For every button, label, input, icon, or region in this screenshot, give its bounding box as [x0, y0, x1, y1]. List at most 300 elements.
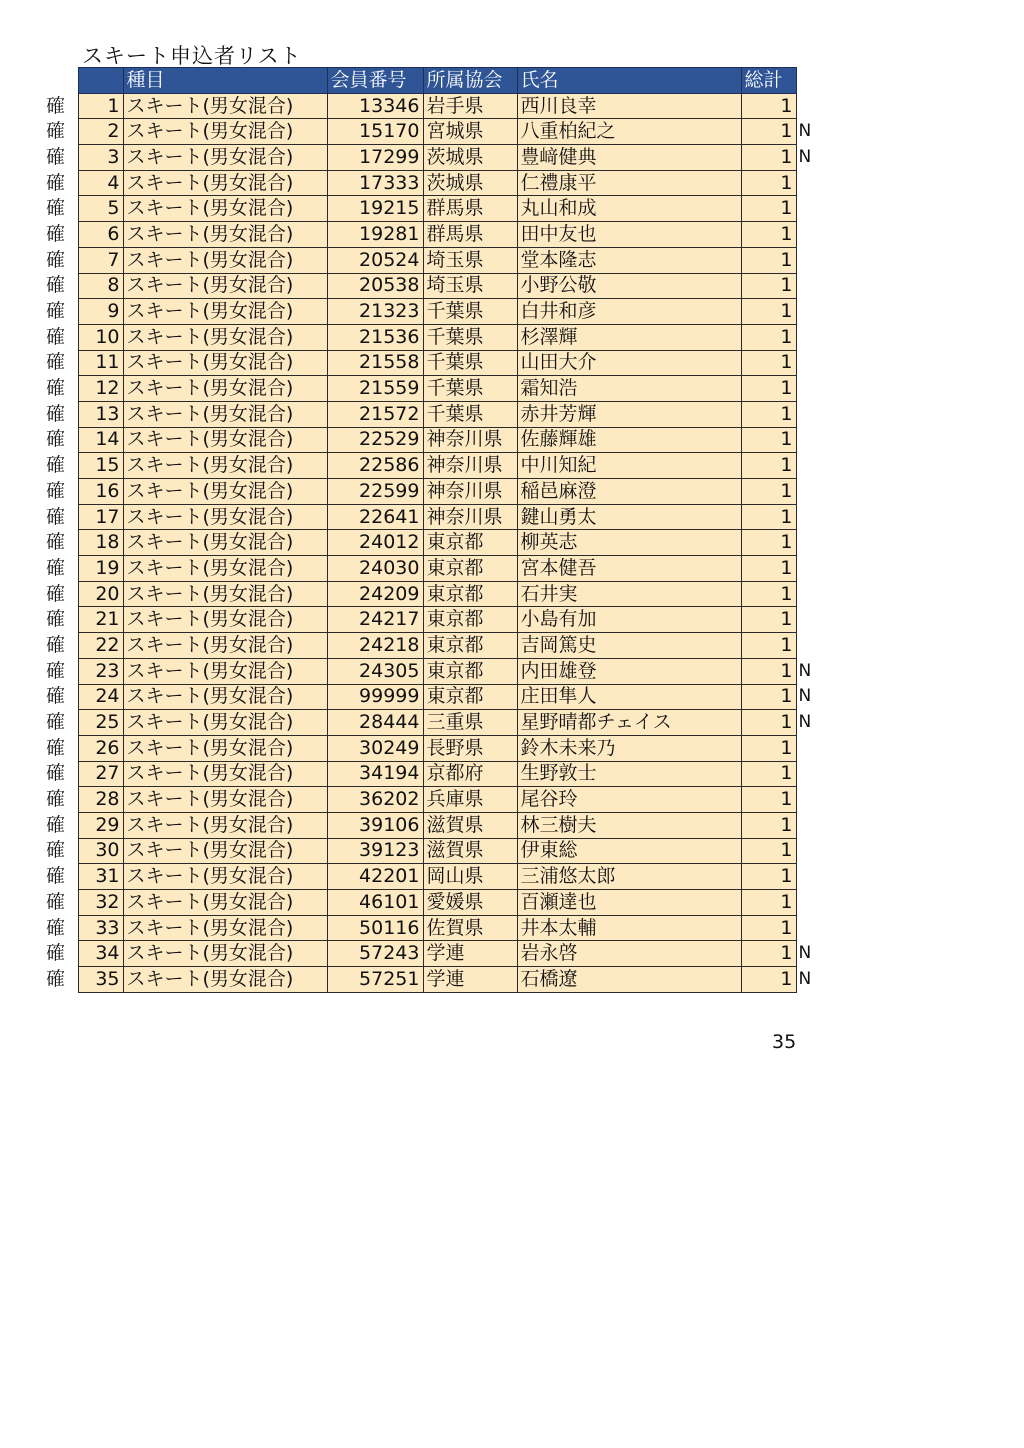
confirm-mark: 確 — [46, 633, 66, 656]
flag-cell: N — [798, 712, 812, 733]
flag-cell: N — [798, 943, 812, 964]
total-cell: 1 — [741, 93, 796, 119]
row-number: 12 — [78, 376, 123, 402]
member-no-cell: 22529 — [327, 427, 423, 453]
flag-cell — [796, 427, 818, 453]
table-row — [40, 890, 818, 916]
name-cell: 霜知浩 — [517, 376, 741, 402]
member-no-cell: 39123 — [327, 838, 423, 864]
name-cell: 吉岡篤史 — [517, 633, 741, 659]
total-cell: 1 — [741, 812, 796, 838]
total-cell: 1 — [741, 170, 796, 196]
confirm-mark: 確 — [46, 248, 66, 271]
flag-cell — [796, 735, 818, 761]
total-cell: 1 — [741, 299, 796, 325]
flag-cell — [796, 812, 818, 838]
total-cell: 1 — [741, 273, 796, 299]
association-cell: 東京都 — [423, 684, 517, 710]
event-cell: スキート(男女混合) — [123, 864, 327, 890]
table-row — [40, 607, 818, 633]
association-cell: 千葉県 — [423, 350, 517, 376]
confirm-mark: 確 — [46, 428, 66, 451]
flag-cell: N — [798, 660, 812, 681]
association-cell: 東京都 — [423, 581, 517, 607]
flag-cell: N — [798, 121, 812, 142]
confirm-mark: 確 — [46, 171, 66, 194]
row-number: 24 — [78, 684, 123, 710]
row-number: 28 — [78, 787, 123, 813]
flag-cell — [796, 556, 818, 582]
name-cell: 中川知紀 — [517, 453, 741, 479]
association-cell: 茨城県 — [423, 170, 517, 196]
name-cell: 小島有加 — [517, 607, 741, 633]
name-cell: 八重柏紀之 — [517, 119, 741, 145]
table-header-row — [40, 68, 818, 94]
member-no-cell: 15170 — [327, 119, 423, 145]
page-title: スキート申込者リスト — [82, 44, 302, 68]
flag-cell: N — [798, 968, 812, 989]
member-no-cell: 19281 — [327, 222, 423, 248]
event-cell: スキート(男女混合) — [123, 401, 327, 427]
member-no-cell: 22599 — [327, 479, 423, 505]
total-cell: 1 — [741, 350, 796, 376]
name-cell: 山田大介 — [517, 350, 741, 376]
table-row — [40, 170, 818, 196]
total-cell: 1 — [741, 324, 796, 350]
row-number: 6 — [78, 222, 123, 248]
event-cell: スキート(男女混合) — [123, 247, 327, 273]
table-row — [40, 93, 818, 119]
event-cell: スキート(男女混合) — [123, 607, 327, 633]
member-no-cell: 21559 — [327, 376, 423, 402]
header-no-blank — [78, 68, 123, 94]
flag-cell — [796, 479, 818, 505]
row-number: 11 — [78, 350, 123, 376]
member-no-cell: 19215 — [327, 196, 423, 222]
table-row — [40, 812, 818, 838]
event-cell: スキート(男女混合) — [123, 581, 327, 607]
member-no-cell: 22641 — [327, 504, 423, 530]
association-cell: 京都府 — [423, 761, 517, 787]
flag-cell — [796, 504, 818, 530]
event-cell: スキート(男女混合) — [123, 170, 327, 196]
confirm-mark: 確 — [46, 531, 66, 554]
row-number: 34 — [78, 941, 123, 967]
member-no-cell: 36202 — [327, 787, 423, 813]
association-cell: 神奈川県 — [423, 479, 517, 505]
table-row — [40, 453, 818, 479]
confirm-mark: 確 — [46, 274, 66, 297]
confirm-mark: 確 — [46, 967, 66, 990]
name-cell: 佐藤輝雄 — [517, 427, 741, 453]
total-cell: 1 — [741, 607, 796, 633]
event-cell: スキート(男女混合) — [123, 761, 327, 787]
row-number: 32 — [78, 890, 123, 916]
table-row — [40, 967, 818, 993]
row-number: 23 — [78, 658, 123, 684]
header-total: 総計 — [741, 68, 796, 94]
association-cell: 東京都 — [423, 530, 517, 556]
flag-cell — [796, 93, 818, 119]
table-row — [40, 350, 818, 376]
flag-cell — [796, 247, 818, 273]
event-cell: スキート(男女混合) — [123, 196, 327, 222]
table-row — [40, 324, 818, 350]
association-cell: 長野県 — [423, 735, 517, 761]
member-no-cell: 57243 — [327, 941, 423, 967]
confirm-mark: 確 — [46, 505, 66, 528]
total-cell: 1 — [741, 119, 796, 145]
name-cell: 小野公敬 — [517, 273, 741, 299]
table-row — [40, 196, 818, 222]
total-cell: 1 — [741, 967, 796, 993]
confirm-mark: 確 — [46, 839, 66, 862]
association-cell: 神奈川県 — [423, 504, 517, 530]
member-no-cell: 39106 — [327, 812, 423, 838]
total-cell: 1 — [741, 530, 796, 556]
member-no-cell: 24209 — [327, 581, 423, 607]
association-cell: 宮城県 — [423, 119, 517, 145]
event-cell: スキート(男女混合) — [123, 427, 327, 453]
table-row — [40, 119, 818, 145]
association-cell: 埼玉県 — [423, 247, 517, 273]
row-number: 30 — [78, 838, 123, 864]
member-no-cell: 50116 — [327, 915, 423, 941]
total-cell: 1 — [741, 376, 796, 402]
member-no-cell: 46101 — [327, 890, 423, 916]
row-number: 19 — [78, 556, 123, 582]
association-cell: 佐賀県 — [423, 915, 517, 941]
table-row — [40, 633, 818, 659]
name-cell: 丸山和成 — [517, 196, 741, 222]
event-cell: スキート(男女混合) — [123, 787, 327, 813]
name-cell: 尾谷玲 — [517, 787, 741, 813]
association-cell: 千葉県 — [423, 324, 517, 350]
name-cell: 百瀬達也 — [517, 890, 741, 916]
applicant-table — [40, 67, 818, 993]
total-cell: 1 — [741, 556, 796, 582]
association-cell: 茨城県 — [423, 145, 517, 171]
header-name: 氏名 — [517, 68, 741, 94]
flag-cell — [796, 581, 818, 607]
total-cell: 1 — [741, 453, 796, 479]
name-cell: 星野晴都チェイス — [517, 710, 741, 736]
row-number: 14 — [78, 427, 123, 453]
name-cell: 岩永啓 — [517, 941, 741, 967]
grand-total: 35 — [772, 1031, 797, 1053]
association-cell: 東京都 — [423, 607, 517, 633]
total-cell: 1 — [741, 504, 796, 530]
confirm-mark: 確 — [46, 659, 66, 682]
row-number: 27 — [78, 761, 123, 787]
flag-cell — [796, 530, 818, 556]
row-number: 3 — [78, 145, 123, 171]
total-cell: 1 — [741, 581, 796, 607]
row-number: 2 — [78, 119, 123, 145]
association-cell: 岩手県 — [423, 93, 517, 119]
confirm-mark: 確 — [46, 325, 66, 348]
total-cell: 1 — [741, 633, 796, 659]
flag-cell — [796, 453, 818, 479]
total-cell: 1 — [741, 761, 796, 787]
association-cell: 東京都 — [423, 633, 517, 659]
member-no-cell: 24305 — [327, 658, 423, 684]
table-row — [40, 941, 818, 967]
row-number: 1 — [78, 93, 123, 119]
name-cell: 内田雄登 — [517, 658, 741, 684]
name-cell: 宮本健吾 — [517, 556, 741, 582]
total-cell: 1 — [741, 941, 796, 967]
flag-cell — [796, 222, 818, 248]
row-number: 26 — [78, 735, 123, 761]
member-no-cell: 22586 — [327, 453, 423, 479]
flag-cell: N — [798, 146, 812, 167]
association-cell: 愛媛県 — [423, 890, 517, 916]
flag-cell — [796, 401, 818, 427]
association-cell: 岡山県 — [423, 864, 517, 890]
flag-cell — [796, 376, 818, 402]
total-cell: 1 — [741, 864, 796, 890]
event-cell: スキート(男女混合) — [123, 556, 327, 582]
member-no-cell: 17333 — [327, 170, 423, 196]
row-number: 21 — [78, 607, 123, 633]
total-cell: 1 — [741, 710, 796, 736]
event-cell: スキート(男女混合) — [123, 273, 327, 299]
table-row — [40, 376, 818, 402]
row-number: 4 — [78, 170, 123, 196]
row-number: 35 — [78, 967, 123, 993]
event-cell: スキート(男女混合) — [123, 145, 327, 171]
header-event: 種目 — [123, 68, 327, 94]
name-cell: 柳英志 — [517, 530, 741, 556]
name-cell: 石橋遼 — [517, 967, 741, 993]
confirm-mark: 確 — [46, 120, 66, 143]
row-number: 25 — [78, 710, 123, 736]
event-cell: スキート(男女混合) — [123, 376, 327, 402]
association-cell: 学連 — [423, 941, 517, 967]
flag-cell — [796, 890, 818, 916]
flag-cell — [796, 196, 818, 222]
table-row — [40, 427, 818, 453]
member-no-cell: 24218 — [327, 633, 423, 659]
confirm-mark: 確 — [46, 454, 66, 477]
row-number: 29 — [78, 812, 123, 838]
event-cell: スキート(男女混合) — [123, 350, 327, 376]
table-row — [40, 530, 818, 556]
row-number: 20 — [78, 581, 123, 607]
confirm-mark: 確 — [46, 351, 66, 374]
row-number: 8 — [78, 273, 123, 299]
association-cell: 埼玉県 — [423, 273, 517, 299]
total-cell: 1 — [741, 735, 796, 761]
table-row — [40, 401, 818, 427]
flag-cell — [796, 299, 818, 325]
name-cell: 生野敦士 — [517, 761, 741, 787]
flag-cell — [796, 633, 818, 659]
row-number: 16 — [78, 479, 123, 505]
confirm-mark: 確 — [46, 145, 66, 168]
name-cell: 堂本隆志 — [517, 247, 741, 273]
event-cell: スキート(男女混合) — [123, 658, 327, 684]
flag-cell — [796, 915, 818, 941]
table-row — [40, 222, 818, 248]
confirm-mark: 確 — [46, 736, 66, 759]
table-row — [40, 838, 818, 864]
row-number: 18 — [78, 530, 123, 556]
flag-cell — [796, 324, 818, 350]
confirm-mark: 確 — [46, 582, 66, 605]
association-cell: 東京都 — [423, 556, 517, 582]
row-number: 22 — [78, 633, 123, 659]
member-no-cell: 99999 — [327, 684, 423, 710]
table-row — [40, 581, 818, 607]
member-no-cell: 21323 — [327, 299, 423, 325]
table-row — [40, 684, 818, 710]
confirm-mark: 確 — [46, 711, 66, 734]
total-cell: 1 — [741, 658, 796, 684]
flag-cell — [796, 607, 818, 633]
row-number: 13 — [78, 401, 123, 427]
table-row — [40, 273, 818, 299]
event-cell: スキート(男女混合) — [123, 684, 327, 710]
name-cell: 林三樹夫 — [517, 812, 741, 838]
table-row — [40, 710, 818, 736]
table-row — [40, 864, 818, 890]
name-cell: 赤井芳輝 — [517, 401, 741, 427]
confirm-mark: 確 — [46, 762, 66, 785]
event-cell: スキート(男女混合) — [123, 967, 327, 993]
event-cell: スキート(男女混合) — [123, 633, 327, 659]
member-no-cell: 57251 — [327, 967, 423, 993]
association-cell: 群馬県 — [423, 222, 517, 248]
event-cell: スキート(男女混合) — [123, 941, 327, 967]
name-cell: 三浦悠太郎 — [517, 864, 741, 890]
event-cell: スキート(男女混合) — [123, 222, 327, 248]
member-no-cell: 42201 — [327, 864, 423, 890]
table-row — [40, 556, 818, 582]
name-cell: 仁禮康平 — [517, 170, 741, 196]
event-cell: スキート(男女混合) — [123, 504, 327, 530]
confirm-mark: 確 — [46, 94, 66, 117]
confirm-mark: 確 — [46, 377, 66, 400]
row-number: 17 — [78, 504, 123, 530]
row-number: 33 — [78, 915, 123, 941]
row-number: 31 — [78, 864, 123, 890]
name-cell: 田中友也 — [517, 222, 741, 248]
event-cell: スキート(男女混合) — [123, 838, 327, 864]
total-cell: 1 — [741, 787, 796, 813]
name-cell: 西川良幸 — [517, 93, 741, 119]
total-cell: 1 — [741, 915, 796, 941]
table-row — [40, 735, 818, 761]
flag-cell: N — [798, 686, 812, 707]
event-cell: スキート(男女混合) — [123, 93, 327, 119]
event-cell: スキート(男女混合) — [123, 915, 327, 941]
row-number: 5 — [78, 196, 123, 222]
member-no-cell: 34194 — [327, 761, 423, 787]
total-cell: 1 — [741, 145, 796, 171]
flag-cell — [796, 350, 818, 376]
confirm-mark: 確 — [46, 865, 66, 888]
association-cell: 神奈川県 — [423, 453, 517, 479]
name-cell: 白井和彦 — [517, 299, 741, 325]
association-cell: 千葉県 — [423, 401, 517, 427]
flag-cell — [796, 864, 818, 890]
event-cell: スキート(男女混合) — [123, 453, 327, 479]
member-no-cell: 24217 — [327, 607, 423, 633]
total-cell: 1 — [741, 196, 796, 222]
row-number: 10 — [78, 324, 123, 350]
flag-cell — [796, 838, 818, 864]
event-cell: スキート(男女混合) — [123, 890, 327, 916]
row-number: 9 — [78, 299, 123, 325]
table-row — [40, 299, 818, 325]
table-row — [40, 787, 818, 813]
confirm-mark: 確 — [46, 890, 66, 913]
association-cell: 兵庫県 — [423, 787, 517, 813]
name-cell: 鍵山勇太 — [517, 504, 741, 530]
name-cell: 鈴木未来乃 — [517, 735, 741, 761]
confirm-mark: 確 — [46, 402, 66, 425]
confirm-mark: 確 — [46, 916, 66, 939]
association-cell: 三重県 — [423, 710, 517, 736]
table-row — [40, 247, 818, 273]
total-cell: 1 — [741, 890, 796, 916]
table-row — [40, 658, 818, 684]
total-cell: 1 — [741, 247, 796, 273]
member-no-cell: 21558 — [327, 350, 423, 376]
association-cell: 神奈川県 — [423, 427, 517, 453]
table-row — [40, 761, 818, 787]
table-row — [40, 915, 818, 941]
name-cell: 庄田隼人 — [517, 684, 741, 710]
event-cell: スキート(男女混合) — [123, 119, 327, 145]
member-no-cell: 24012 — [327, 530, 423, 556]
total-cell: 1 — [741, 684, 796, 710]
event-cell: スキート(男女混合) — [123, 324, 327, 350]
table-row — [40, 504, 818, 530]
member-no-cell: 20538 — [327, 273, 423, 299]
event-cell: スキート(男女混合) — [123, 710, 327, 736]
association-cell: 滋賀県 — [423, 838, 517, 864]
table-row — [40, 479, 818, 505]
confirm-mark: 確 — [46, 197, 66, 220]
name-cell: 杉澤輝 — [517, 324, 741, 350]
event-cell: スキート(男女混合) — [123, 299, 327, 325]
confirm-mark: 確 — [46, 222, 66, 245]
confirm-mark: 確 — [46, 479, 66, 502]
event-cell: スキート(男女混合) — [123, 735, 327, 761]
flag-cell — [796, 273, 818, 299]
member-no-cell: 13346 — [327, 93, 423, 119]
name-cell: 井本太輔 — [517, 915, 741, 941]
row-number: 7 — [78, 247, 123, 273]
association-cell: 東京都 — [423, 658, 517, 684]
total-cell: 1 — [741, 479, 796, 505]
event-cell: スキート(男女混合) — [123, 479, 327, 505]
flag-cell — [796, 787, 818, 813]
member-no-cell: 21536 — [327, 324, 423, 350]
name-cell: 豊﨑健典 — [517, 145, 741, 171]
flag-cell — [796, 761, 818, 787]
header-member-no: 会員番号 — [327, 68, 423, 94]
association-cell: 滋賀県 — [423, 812, 517, 838]
member-no-cell: 30249 — [327, 735, 423, 761]
header-association: 所属協会 — [423, 68, 517, 94]
confirm-mark: 確 — [46, 942, 66, 965]
member-no-cell: 20524 — [327, 247, 423, 273]
total-cell: 1 — [741, 401, 796, 427]
